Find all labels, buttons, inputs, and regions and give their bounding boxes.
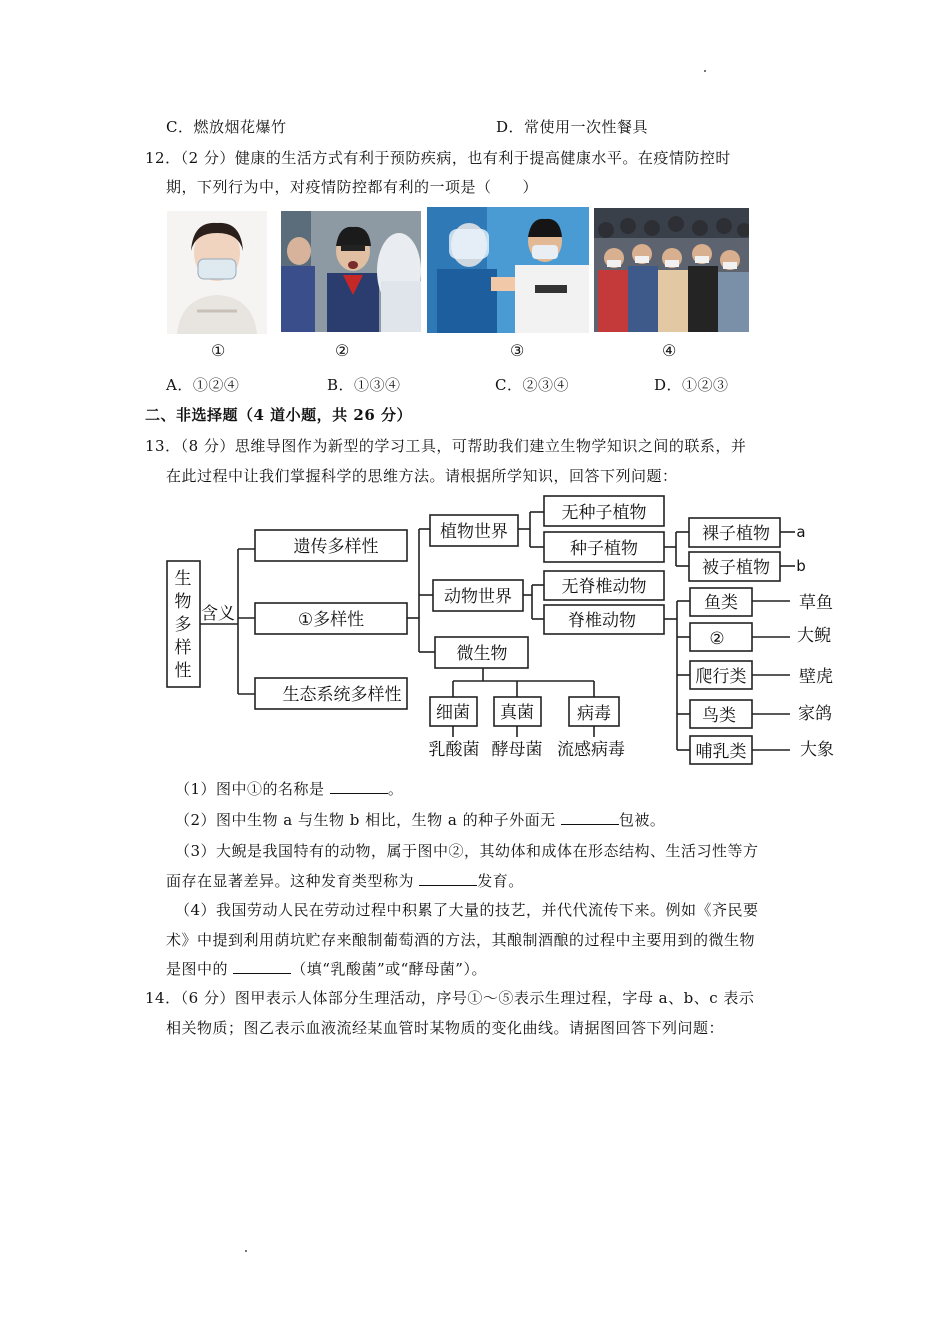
answer-blank[interactable]	[561, 810, 619, 825]
q13-sub3-line2	[166, 870, 524, 891]
meaning-label: 含义	[201, 604, 235, 624]
q13-sub4-line3	[166, 958, 487, 979]
fungi-example: 酵母菌	[491, 740, 543, 760]
answer-blank[interactable]	[233, 959, 291, 974]
mammal-example: 大象	[800, 740, 834, 760]
answer-blank[interactable]	[419, 871, 477, 886]
q13-sub2-end: 包被。	[618, 811, 666, 829]
q13-sub4-line2: 术》中提到利用荫坑贮存来酿制葡萄酒的方法，其酿制酒酿的过程中主要用到的微生物	[166, 931, 756, 949]
root-char: 生	[174, 569, 192, 589]
q13-sub3-end: 发育。	[477, 872, 524, 890]
q13-sub1	[175, 778, 403, 799]
photo-caption-2: ②	[335, 341, 350, 360]
fungi-node: 真菌	[500, 703, 534, 723]
reptile-example: 壁虎	[799, 667, 833, 687]
q13-sub4-text: 是图中的	[166, 960, 234, 978]
q13-sub3-text: 面存在显著差异。这种发育类型称为	[166, 872, 420, 890]
bird-node: 鸟类	[702, 706, 736, 726]
microbe-node: 微生物	[456, 644, 508, 664]
q13-sub2	[175, 809, 665, 830]
bacteria-node: 细菌	[436, 703, 470, 723]
q13-sub1-end: 。	[387, 780, 404, 798]
q13-stem-line2: 在此过程中让我们掌握科学的思维方法。请根据所学知识，回答下列问题：	[166, 467, 678, 485]
photo-caption-3: ③	[510, 341, 525, 360]
q14-stem-line1: 14．（6 分）图甲表示人体部分生理活动，序号①～⑤表示生理过程，字母 a、b、c 表示	[145, 989, 755, 1007]
q13-sub1-text: （1）图中①的名称是	[175, 780, 330, 798]
angiosperm-node: 被子植物	[702, 558, 770, 578]
seed-plant-node: 种子植物	[570, 539, 638, 559]
q12-stem-line1: 12．（2 分）健康的生活方式有利于预防疾病，也有利于提高健康水平。在疫情防控时	[145, 149, 731, 167]
photo-caption-4: ④	[662, 341, 677, 360]
answer-blank[interactable]	[330, 779, 388, 794]
q11-option-d: D．常使用一次性餐具	[496, 118, 649, 136]
mammal-node: 哺乳类	[695, 742, 747, 762]
q13-sub4-end: （填“乳酸菌”或“酵母菌”）。	[291, 960, 487, 978]
scan-dot	[245, 1250, 247, 1252]
amphibian-node: ②	[709, 629, 725, 649]
bacteria-example: 乳酸菌	[428, 740, 480, 760]
plant-world-node: 植物世界	[440, 522, 508, 542]
label-b: b	[796, 557, 806, 575]
gene-diversity-node: 遗传多样性	[293, 537, 379, 557]
root-char: 多	[174, 615, 192, 635]
invertebrate-node: 无脊椎动物	[561, 577, 647, 597]
ecosystem-diversity-node: 生态系统多样性	[282, 685, 402, 705]
animal-world-node: 动物世界	[444, 587, 512, 607]
vertebrate-node: 脊椎动物	[568, 611, 636, 631]
q11-option-c: C．燃放烟花爆竹	[166, 118, 287, 136]
q13-stem-line1: 13．（8 分）思维导图作为新型的学习工具，可帮助我们建立生物学知识之间的联系，并	[145, 437, 747, 455]
root-char: 性	[174, 661, 192, 681]
gymnosperm-node: 裸子植物	[702, 524, 770, 544]
species-diversity-node: ①多样性	[297, 610, 365, 630]
fish-example: 草鱼	[799, 593, 833, 613]
q12-stem-line2: 期，下列行为中，对疫情防控都有利的一项是（ ）	[166, 178, 539, 196]
virus-example: 流感病毒	[557, 740, 625, 760]
virus-node: 病毒	[577, 704, 611, 724]
seedless-plant-node: 无种子植物	[561, 503, 647, 523]
amphibian-example: 大鲵	[797, 626, 831, 646]
q14-stem-line2: 相关物质；图乙表示血液流经某血管时某物质的变化曲线。请据图回答下列问题：	[166, 1019, 725, 1037]
fish-node: 鱼类	[704, 593, 738, 613]
photo-caption-1: ①	[211, 341, 226, 360]
bird-example: 家鸽	[798, 704, 832, 724]
q12-option-c: C．②③④	[495, 376, 569, 394]
q13-sub2-text: （2）图中生物 a 与生物 b 相比，生物 a 的种子外面无	[175, 811, 561, 829]
root-char: 样	[174, 638, 192, 658]
section-2-heading: 二、非选择题（4 道小题，共 26 分）	[145, 406, 412, 424]
reptile-node: 爬行类	[695, 667, 747, 687]
root-char: 物	[174, 592, 192, 612]
label-a: a	[796, 523, 806, 541]
q13-sub4-line1: （4）我国劳动人民在劳动过程中积累了大量的技艺，并代代流传下来。例如《齐民要	[175, 901, 759, 919]
q12-option-d: D．①②③	[654, 376, 729, 394]
q13-sub3-line1: （3）大鲵是我国特有的动物，属于图中②，其幼体和成体在形态结构、生活习性等方	[175, 842, 759, 860]
q12-option-a: A．①②④	[166, 376, 240, 394]
q12-option-b: B．①③④	[327, 376, 401, 394]
